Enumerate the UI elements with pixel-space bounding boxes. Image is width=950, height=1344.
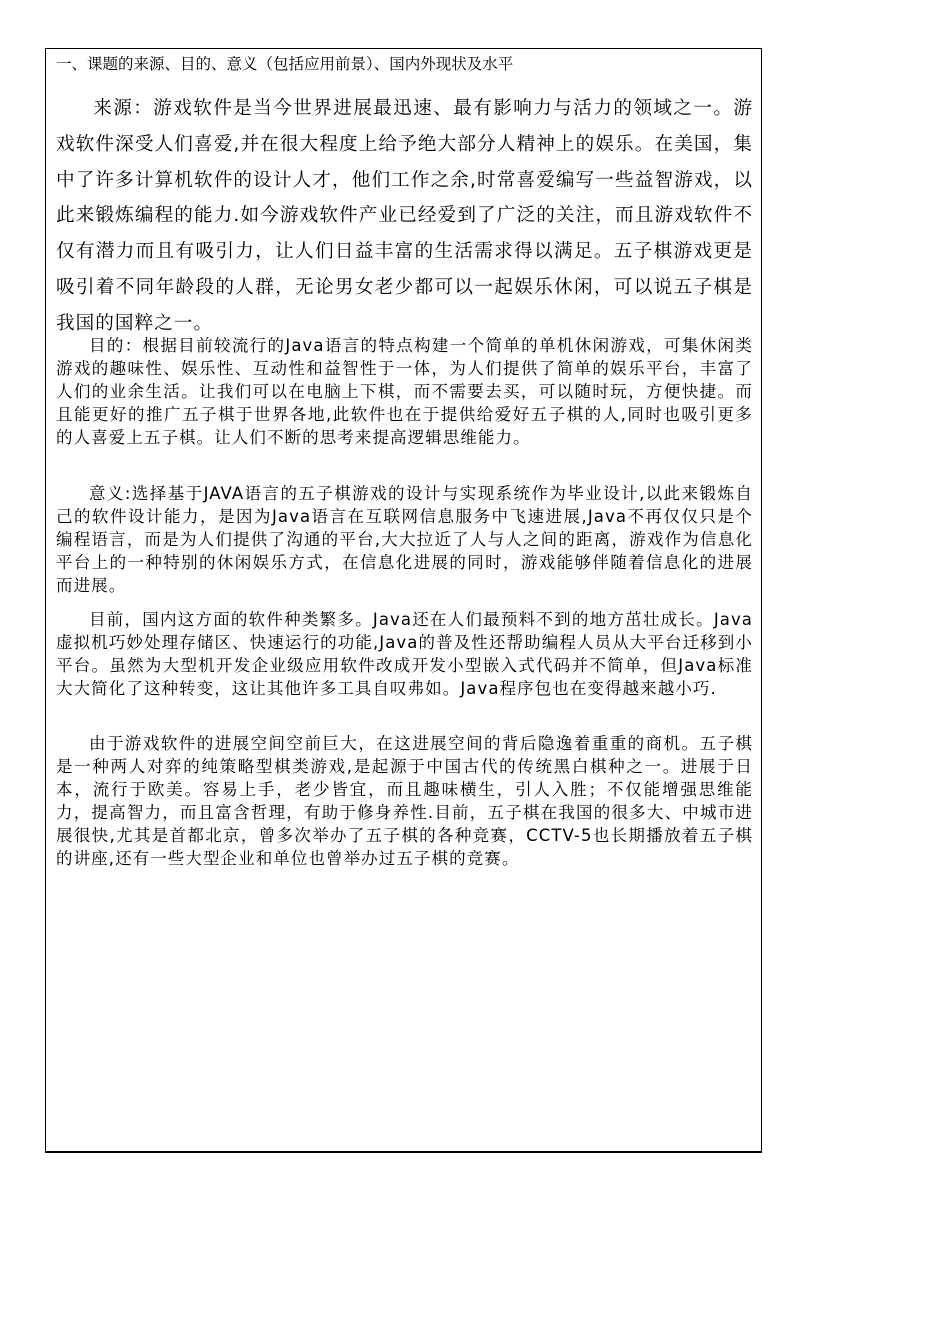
- form-table-cell: [45, 48, 762, 1153]
- paragraph-source: 来源：游戏软件是当今世界进展最迅速、最有影响力与活力的领域之一。游戏软件深受人们喜爱,并在很大程度上给予绝大部分人精神上的娱乐。在美国，集中了许多计算机软件的设计人才，他们工作之余,时常喜爱编写一些益智游戏，以此来锻炼编程的能力.如今游戏软件产业已经爱到了广泛的关注，而且游戏软件不仅有潜力而且有吸引力，让人们日益丰富的生活需求得以满足。五子棋游戏更是吸引着不同年龄段的人群，无论男女老少都可以一起娱乐休闲，可以说五子棋是我国的国粹之一。: [56, 98, 753, 334]
- paragraph-background: 由于游戏软件的进展空间空前巨大，在这进展空间的背后隐逸着重重的商机。五子棋是一种两人对弈的纯策略型棋类游戏,是起源于中国古代的传统黑白棋种之一。进展于日本，流行于欧美。容易上手，老少皆宜，而且趣味横生，引人入胜；不仅能增强思维能力，提高智力，而且富含哲理，有助于修身养性.目前，五子棋在我国的很多大、中城市进展很快,尤其是首都北京，曾多次举办了五子棋的各种竞赛，CCTV-5也长期播放着五子棋的讲座,还有一些大型企业和单位也曾举办过五子棋的竞赛。: [56, 734, 753, 868]
- paragraph-significance: 意义:选择基于JAVA语言的五子棋游戏的设计与实现系统作为毕业设计,以此来锻炼自己的软件设计能力，是因为Java语言在互联网信息服务中飞速进展,Java不再仅仅只是个编程语言，而是为人们提供了沟通的平台,大大拉近了人与人之间的距离，游戏作为信息化平台上的一种特别的休闲娱乐方式，在信息化进展的同时，游戏能够伴随着信息化的进展而进展。: [56, 484, 753, 595]
- paragraph-purpose: 目的：根据目前较流行的Java语言的特点构建一个简单的单机休闲游戏，可集休闲类游戏的趣味性、娱乐性、互动性和益智性于一体，为人们提供了简单的娱乐平台，丰富了人们的业余生活。让我们可以在电脑上下棋，而不需要去买，可以随时玩，方便快捷。而且能更好的推广五子棋于世界各地,此软件也在于提供给爱好五子棋的人,同时也吸引更多的人喜爱上五子棋。让人们不断的思考来提高逻辑思维能力。: [56, 336, 753, 447]
- paragraph-current-status: 目前，国内这方面的软件种类繁多。Java还在人们最预料不到的地方茁壮成长。Java虚拟机巧妙处理存储区、快速运行的功能,Java的普及性还帮助编程人员从大平台迁移到小平台。虽然为大型机开发企业级应用软件改成开发小型嵌入式代码并不简单，但Java标准大大简化了这种转变，这让其他许多工具自叹弗如。Java程序包也在变得越来越小巧.: [56, 610, 753, 698]
- section-heading: 一、课题的来源、目的、意义（包括应用前景）、国内外现状及水平: [56, 55, 514, 73]
